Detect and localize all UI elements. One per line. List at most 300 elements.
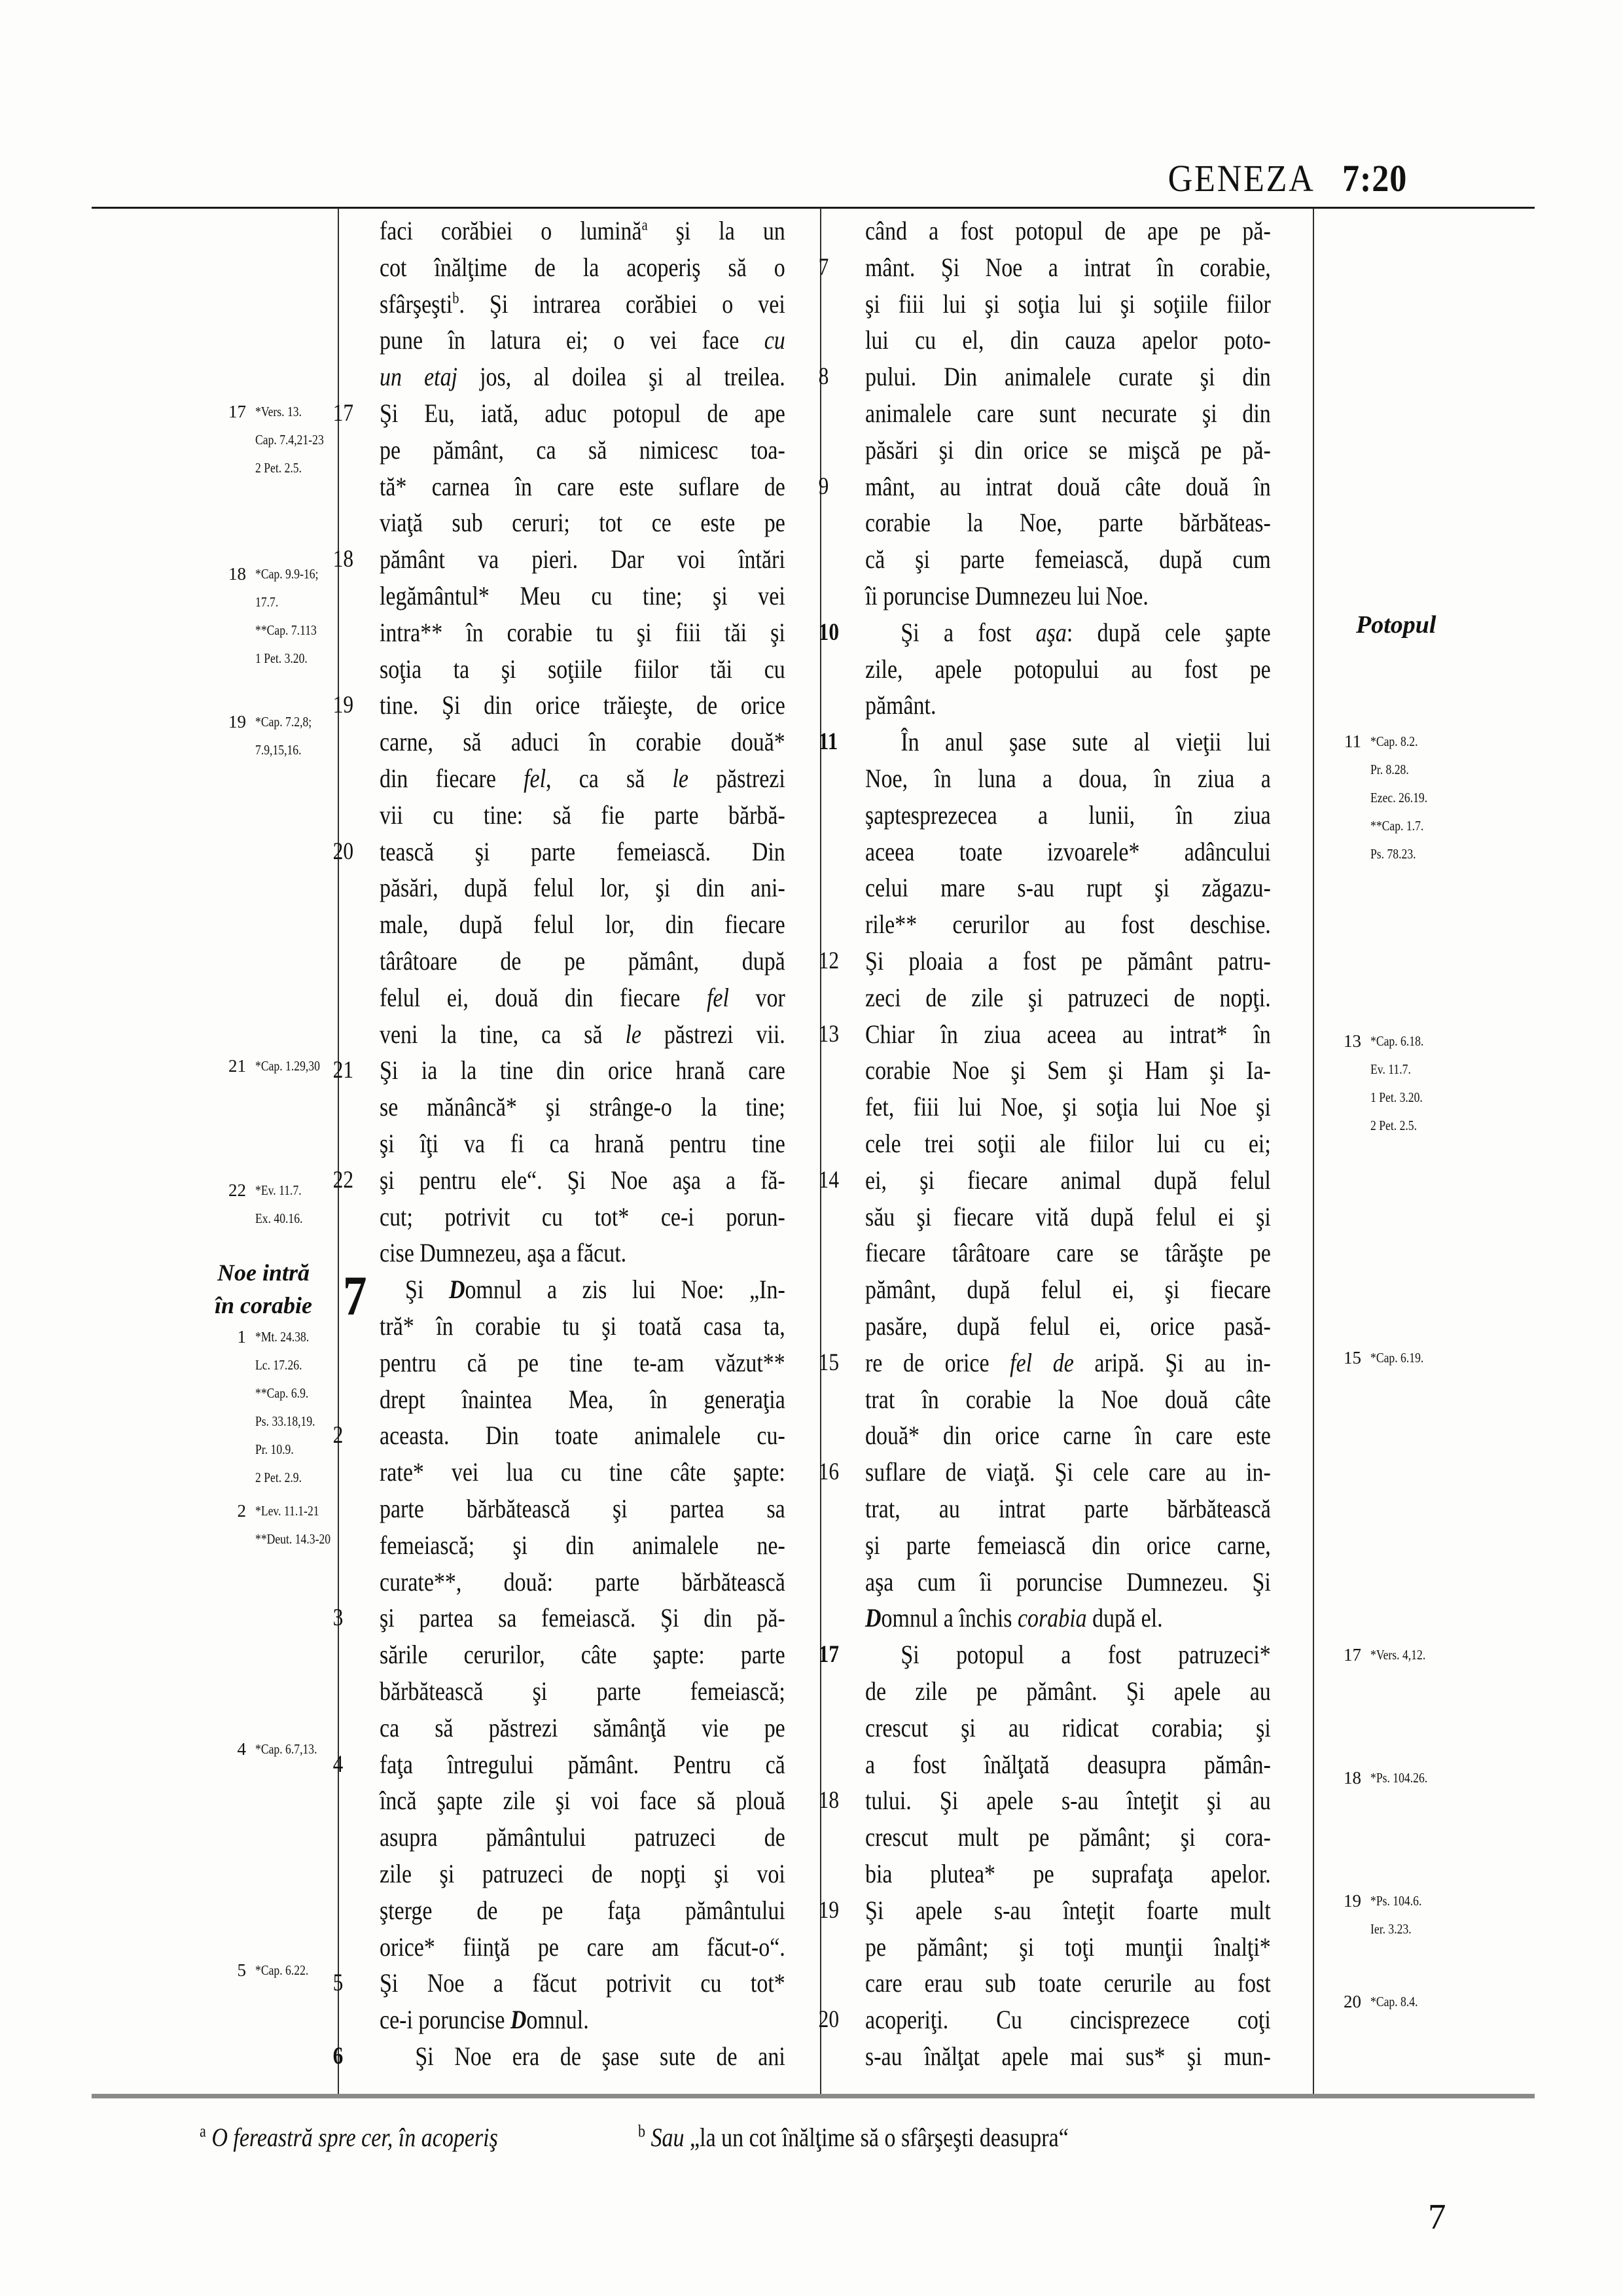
cross-reference-block — [1305, 1988, 1428, 2016]
text-line — [380, 213, 785, 249]
text-line — [818, 1892, 1271, 1929]
margin-references-right — [1305, 0, 1541, 2296]
reference-line: *Cap. 9.9-16; — [255, 566, 319, 582]
verse-text: şi fiii lui şi soţia lui şi soţiile fiilor — [865, 289, 1271, 319]
verse-number: 3 — [332, 1604, 344, 1632]
text-line — [380, 1199, 785, 1235]
text-line — [380, 2002, 785, 2038]
text-line — [380, 1345, 785, 1381]
reference-line: *Cap. 6.18. — [1370, 1033, 1424, 1049]
verse-text: Şi apele s-au înteţit foarte mult — [865, 1895, 1271, 1925]
verse-text: zile, apele potopului au fost pe — [865, 654, 1271, 684]
text-line — [865, 1819, 1271, 1856]
text-line — [865, 1965, 1271, 2002]
verse-text: Şi ia la tine din orice hrană care — [380, 1055, 785, 1086]
verse-text: ce-i poruncise Domnul. — [380, 2005, 589, 2035]
text-line — [865, 1929, 1271, 1966]
section-heading-line: Potopul — [1356, 611, 1436, 639]
verse-text: În anul şase sute al vieţii lui — [901, 727, 1271, 757]
verse-text: vii cu tine: să fie parte bărbă- — [380, 800, 785, 830]
verse-text: zile şi patruzeci de nopţi şi voi — [380, 1859, 785, 1888]
verse-text: cele trei soţii ale fiilor lui cu ei; — [865, 1129, 1271, 1158]
verse-number-marginal: 2 — [237, 1501, 246, 1521]
text-line — [380, 1125, 785, 1162]
reference-line: 1 Pet. 3.20. — [1370, 1089, 1423, 1105]
text-line — [380, 468, 785, 505]
text-line — [865, 286, 1271, 323]
text-line — [332, 834, 785, 870]
verse-text: Şi a fost aşa: după cele şapte — [901, 617, 1271, 647]
footnote-a — [200, 2121, 498, 2154]
text-line — [818, 359, 1271, 395]
text-line — [865, 541, 1271, 578]
section-heading — [1305, 609, 1436, 641]
verse-number: 5 — [332, 1969, 344, 1997]
verse-text: tine. Şi din orice trăieşte, de orice — [380, 690, 785, 720]
cross-reference-block — [1305, 1764, 1440, 1792]
verse-text: s-au înălţat apele mai sus* şi mun- — [865, 2041, 1271, 2071]
verse-text: tească şi parte femeiască. Din — [380, 836, 785, 866]
text-line — [380, 614, 785, 651]
verse-text: sfârşeşti$^b$. Şi intrarea corăbiei o vei — [380, 289, 785, 319]
reference-line: **Cap. 6.9. — [255, 1385, 309, 1401]
footnote-b — [638, 2121, 1069, 2154]
verse-number: 8 — [818, 363, 829, 391]
cross-reference-block — [190, 398, 339, 482]
verse-text: Şi Noe a făcut potrivit cu tot* — [380, 1968, 785, 1998]
footnote-rule — [92, 2094, 1535, 2098]
text-line — [380, 1235, 785, 1271]
verse-number-marginal: 20 — [1344, 1992, 1361, 2011]
verse-text: se mănâncă* şi strânge-o la tine; — [380, 1092, 785, 1122]
section-heading-line: în corabie — [215, 1292, 312, 1318]
text-line — [380, 1819, 785, 1856]
verse-text: pasăre, după felul ei, orice pasă- — [865, 1311, 1271, 1341]
reference-line: 2 Pet. 2.9. — [255, 1470, 302, 1485]
verse-text: legământul* Meu cu tine; şi vei — [380, 581, 785, 610]
verse-number-marginal: 1 — [237, 1327, 246, 1347]
verse-number: 7 — [818, 253, 829, 281]
reference-line: *Cap. 8.4. — [1370, 1994, 1418, 2009]
verse-text: bia plutea* pe suprafaţa apelor. — [865, 1859, 1271, 1888]
verse-text: drept înaintea Mea, în generaţia — [380, 1384, 785, 1414]
verse-text: ei, şi fiecare animal după felul — [865, 1165, 1271, 1195]
text-line — [380, 651, 785, 688]
verse-number-marginal: 17 — [228, 402, 246, 421]
verse-text: păsări, după felul lor, şi din ani- — [380, 873, 785, 903]
verse-text: Noe, în luna a doua, în ziua a — [865, 764, 1271, 793]
text-line — [380, 249, 785, 286]
scripture-column-left — [332, 213, 785, 2077]
text-line — [380, 870, 785, 906]
verse-text: faţa întregului pământ. Pentru că — [380, 1749, 785, 1779]
text-line — [865, 1052, 1271, 1089]
text-line — [865, 1746, 1271, 1783]
reference-line: Ex. 40.16. — [255, 1210, 303, 1226]
text-line — [380, 286, 785, 323]
text-line — [380, 797, 785, 834]
text-line — [332, 541, 785, 578]
book-title: GENEZA — [1168, 157, 1315, 200]
verse-text: pe pământ; şi toţi munţii înalţi* — [865, 1932, 1271, 1962]
text-line — [380, 1710, 785, 1746]
verse-number: 17 — [332, 400, 354, 427]
verse-text: aşa cum îi poruncise Dumnezeu. Şi — [865, 1566, 1271, 1597]
text-line — [380, 760, 785, 797]
verse-text: două* din orice carne în care este — [865, 1421, 1271, 1451]
text-line — [865, 1673, 1271, 1710]
text-line — [332, 1052, 785, 1089]
reference-line: *Cap. 6.22. — [255, 1962, 309, 1978]
verse-number: 20 — [332, 838, 354, 865]
verse-text: tă* carnea în care este suflare de — [380, 471, 785, 501]
text-line — [380, 1929, 785, 1966]
scripture-column-right — [818, 213, 1271, 2077]
verse-text: suflare de viaţă. Şi cele care au in- — [865, 1457, 1271, 1487]
verse-text: rile** cerurilor au fost deschise. — [865, 910, 1271, 940]
reference-line: Ezec. 26.19. — [1370, 790, 1428, 805]
text-line — [380, 504, 785, 541]
text-line — [380, 322, 785, 359]
reference-line: *Mt. 24.38. — [255, 1329, 310, 1345]
reference-line: Ier. 3.23. — [1370, 1921, 1412, 1937]
verse-number: 21 — [332, 1057, 354, 1084]
text-line — [332, 1417, 785, 1454]
verse-number: 16 — [818, 1458, 840, 1486]
verse-number: 17 — [818, 1641, 840, 1669]
verse-text: curate**, două: parte bărbătească — [380, 1566, 785, 1597]
footnote-marker: b — [638, 2121, 646, 2141]
verse-text: mânt. Şi Noe a intrat în corabie, — [865, 252, 1271, 282]
verse-text: parte bărbătească şi partea sa — [380, 1494, 785, 1523]
text-line — [865, 1235, 1271, 1271]
text-line — [865, 1381, 1271, 1418]
text-line — [865, 870, 1271, 906]
text-line — [380, 1016, 785, 1053]
cross-reference-block — [190, 1176, 313, 1233]
reference-line: **Cap. 7.113 — [255, 622, 317, 638]
verse-text: Şi ploaia a fost pe pământ patru- — [865, 946, 1271, 976]
verse-text: carne, să aduci în corabie două* — [380, 727, 785, 757]
text-line — [380, 1491, 785, 1527]
verse-text: intra** în corabie tu şi fiii tăi şi — [380, 617, 785, 647]
verse-text: faci corăbiei o lumină$^a$ şi la un — [380, 216, 785, 245]
verse-number: 13 — [818, 1020, 840, 1048]
text-line — [818, 468, 1271, 505]
verse-number-marginal: 17 — [1344, 1645, 1361, 1665]
text-line — [380, 432, 785, 468]
reference-line: Ps. 78.23. — [1370, 846, 1416, 862]
verse-text: fiecare târâtoare care se târăşte pe — [865, 1238, 1271, 1268]
text-line — [818, 1162, 1271, 1199]
chapter-verse-ref: 7:20 — [1342, 157, 1407, 200]
text-line — [380, 359, 785, 395]
reference-line: *Lev. 11.1-21 — [255, 1503, 319, 1519]
verse-text: ca să păstrezi sămânţă vie pe — [380, 1712, 785, 1742]
text-line — [332, 395, 785, 432]
text-line — [380, 1381, 785, 1418]
text-line — [380, 943, 785, 980]
text-line — [380, 906, 785, 943]
verse-text: său şi fiecare vită după felul ei şi — [865, 1201, 1271, 1231]
text-line — [332, 1746, 785, 1783]
reference-line: *Cap. 6.7,13. — [255, 1741, 317, 1757]
verse-text: tului. Şi apele s-au înteţit şi au — [865, 1786, 1271, 1816]
text-line — [865, 1564, 1271, 1600]
reference-line: *Cap. 7.2,8; — [255, 714, 312, 730]
verse-text: a fost înălţată deasupra pămân- — [865, 1749, 1271, 1779]
cross-reference-block — [190, 708, 324, 764]
text-line — [865, 651, 1271, 688]
text-line — [865, 213, 1271, 249]
text-line — [865, 432, 1271, 468]
verse-text: trat în corabie la Noe două câte — [865, 1384, 1271, 1414]
verse-text: şi pentru ele“. Şi Noe aşa a fă- — [380, 1165, 785, 1195]
text-line — [818, 1454, 1271, 1491]
verse-number: 14 — [818, 1166, 840, 1193]
reference-line: Ps. 33.18,19. — [255, 1413, 315, 1429]
verse-text: pune în latura ei; o vei face cu — [380, 325, 785, 355]
text-line — [380, 1454, 785, 1491]
section-heading — [190, 1256, 337, 1322]
text-line — [865, 1089, 1271, 1125]
verse-text: felul ei, două din fiecare fel vor — [380, 982, 785, 1012]
verse-text: femeiască; şi din animalele ne- — [380, 1530, 785, 1560]
verse-text: un etaj jos, al doilea şi al treilea. — [380, 362, 785, 392]
verse-text: mânt, au intrat două câte două în — [865, 471, 1271, 501]
verse-text: că şi parte femeiască, după cum — [865, 544, 1271, 574]
cross-reference-block — [190, 560, 332, 673]
verse-text: fet, fiii lui Noe, şi soţia lui Noe şi — [865, 1092, 1271, 1122]
reference-line: *Ps. 104.26. — [1370, 1770, 1428, 1786]
verse-text: şi parte femeiască din orice carne, — [865, 1530, 1271, 1560]
text-line — [818, 2002, 1271, 2038]
verse-text: lui cu el, din cauza apelor poto- — [865, 325, 1271, 355]
verse-text: îi poruncise Dumnezeu lui Noe. — [865, 581, 1149, 610]
verse-number: 12 — [818, 947, 840, 974]
text-line — [380, 1308, 785, 1345]
verse-text: pământ, după felul ei, şi fiecare — [865, 1275, 1271, 1305]
reference-line: *Ps. 104.6. — [1370, 1893, 1422, 1909]
verse-number-marginal: 15 — [1344, 1348, 1361, 1368]
cross-reference-block — [1305, 1027, 1435, 1140]
reference-line: Lc. 17.26. — [255, 1357, 302, 1373]
text-line — [380, 1564, 785, 1600]
text-line — [865, 1271, 1271, 1308]
text-line — [380, 980, 785, 1016]
reference-line: Ev. 11.7. — [1370, 1061, 1411, 1077]
reference-line: *Ev. 11.7. — [255, 1182, 302, 1198]
reference-line: *Cap. 1.29,30 — [255, 1058, 320, 1074]
cross-reference-block — [190, 1956, 320, 1985]
verse-number: 20 — [818, 2006, 840, 2034]
verse-text: soţia ta şi soţiile fiilor tăi cu — [380, 654, 785, 684]
text-line — [865, 760, 1271, 797]
verse-text: aceasta. Din toate animalele cu- — [380, 1421, 785, 1451]
reference-line: 2 Pet. 2.5. — [255, 460, 302, 476]
verse-text: târâtoare de pe pământ, după — [380, 946, 785, 976]
verse-text: zeci de zile şi patruzeci de nopţi. — [865, 982, 1271, 1012]
text-line — [818, 943, 1271, 980]
verse-number: 18 — [332, 546, 354, 573]
verse-text: pentru că pe tine te-am văzut** — [380, 1347, 785, 1377]
verse-text: crescut şi au ridicat corabia; şi — [865, 1712, 1271, 1742]
footnote-lead: Sau — [651, 2123, 685, 2152]
reference-line: 17.7. — [255, 594, 279, 610]
verse-text: tră* în corabie tu şi toată casa ta, — [380, 1311, 785, 1341]
verse-text: veni la tine, ca să le păstrezi vii. — [380, 1019, 785, 1049]
verse-text: cut; potrivit cu tot* ce-i porun- — [380, 1201, 785, 1231]
verse-text: pământ va pieri. Dar voi întări — [380, 544, 785, 574]
text-line — [865, 1199, 1271, 1235]
text-line — [865, 395, 1271, 432]
reference-line: Pr. 8.28. — [1370, 762, 1409, 777]
reference-line: 2 Pet. 2.5. — [1370, 1118, 1418, 1133]
verse-text: Domnul a închis corabia după el. — [865, 1603, 1163, 1633]
verse-text: male, după felul lor, din fiecare — [380, 910, 785, 940]
text-line — [380, 1782, 785, 1819]
verse-number-marginal: 11 — [1344, 732, 1361, 751]
text-line — [380, 578, 785, 614]
cross-reference-block — [190, 1052, 334, 1080]
verse-number-marginal: 13 — [1344, 1031, 1361, 1051]
verse-number-marginal: 18 — [228, 564, 246, 584]
text-line — [865, 578, 1271, 614]
chapter-number: 7 — [342, 1264, 367, 1328]
text-line — [380, 1527, 785, 1564]
verse-number: 19 — [332, 692, 354, 719]
text-line — [865, 1417, 1271, 1454]
verse-text: pului. Din animalele curate şi din — [865, 362, 1271, 392]
verse-text: pe pământ, ca să nimicesc toa- — [380, 434, 785, 465]
verse-text: crescut mult pe pământ; şi cora- — [865, 1822, 1271, 1852]
text-line — [818, 614, 1271, 651]
text-line — [865, 1491, 1271, 1527]
verse-text: corabie Noe şi Sem şi Ham şi Ia- — [865, 1055, 1271, 1086]
text-line — [380, 1892, 785, 1929]
cross-reference-block — [190, 1735, 330, 1763]
verse-number: 10 — [818, 618, 840, 646]
text-line — [818, 1016, 1271, 1053]
footnote-text: „la un cot înălţime să o sfârşeşti deasupra“ — [690, 2123, 1069, 2152]
text-line — [865, 322, 1271, 359]
verse-text: şaptesprezecea a lunii, în ziua — [865, 800, 1271, 830]
cross-reference-block — [1305, 728, 1440, 868]
verse-text: re de orice fel de aripă. Şi au in- — [865, 1347, 1271, 1377]
verse-text: pământ. — [865, 690, 936, 720]
verse-number: 2 — [332, 1422, 344, 1449]
cross-reference-block — [1305, 1887, 1433, 1943]
verse-number: 15 — [818, 1349, 840, 1376]
text-line — [818, 249, 1271, 286]
verse-number: 9 — [818, 472, 829, 500]
text-line — [332, 1600, 785, 1636]
verse-text: Chiar în ziua aceea au intrat* în — [865, 1019, 1271, 1049]
verse-number-marginal: 21 — [228, 1056, 246, 1076]
column-rule-left — [338, 208, 339, 2096]
verse-number-marginal: 19 — [228, 712, 246, 732]
text-line — [380, 1673, 785, 1710]
reference-line: *Cap. 8.2. — [1370, 733, 1418, 749]
verse-number-marginal: 19 — [1344, 1891, 1361, 1911]
verse-number: 6 — [332, 2043, 344, 2070]
verse-number: 4 — [332, 1750, 344, 1778]
verse-number: 19 — [818, 1896, 840, 1924]
verse-text: corabie la Noe, parte bărbăteas- — [865, 508, 1271, 538]
verse-text: sările cerurilor, câte şapte: parte — [380, 1640, 785, 1670]
verse-text: viaţă sub ceruri; tot ce este pe — [380, 508, 785, 538]
verse-text: acoperiţi. Cu cincisprezece coţi — [865, 2005, 1271, 2035]
verse-text: de zile pe pământ. Şi apele au — [865, 1676, 1271, 1706]
verse-text: şterge de pe faţa pământului — [380, 1895, 785, 1925]
text-line — [865, 1600, 1271, 1636]
verse-text: Şi Domnul a zis lui Noe: „In- — [405, 1275, 785, 1305]
cross-reference-block — [1305, 1641, 1438, 1669]
reference-line: *Vers. 13. — [255, 404, 302, 419]
verse-text: cot înălţime de la acoperiş să o — [380, 252, 785, 282]
cross-reference-block — [190, 1497, 347, 1553]
text-line — [865, 1856, 1271, 1892]
text-line — [818, 1636, 1271, 1673]
text-line — [332, 687, 785, 724]
reference-line: **Deut. 14.3-20 — [255, 1531, 331, 1547]
verse-number: 22 — [332, 1166, 354, 1193]
verse-text: Şi potopul a fost patruzeci* — [901, 1640, 1271, 1670]
text-line — [380, 1636, 785, 1673]
text-line — [865, 1308, 1271, 1345]
margin-references-left — [190, 0, 337, 2296]
verse-text: când a fost potopul de ape pe pă- — [865, 216, 1271, 245]
verse-text: păsări şi din orice se mişcă pe pă- — [865, 434, 1271, 465]
text-line — [865, 906, 1271, 943]
text-line — [818, 1345, 1271, 1381]
section-heading-line: Noe intră — [217, 1260, 310, 1286]
footnote-text: O fereastră spre cer, în acoperiş — [211, 2123, 498, 2152]
cross-reference-block — [1305, 1344, 1435, 1372]
reference-line: *Cap. 6.19. — [1370, 1350, 1424, 1366]
text-line — [865, 1125, 1271, 1162]
verse-text: asupra pământului patruzeci de — [380, 1822, 785, 1852]
footnote-marker: a — [200, 2121, 206, 2141]
verse-text: cise Dumnezeu, aşa a făcut. — [380, 1238, 627, 1268]
page-number: 7 — [1428, 2197, 1446, 2236]
cross-reference-block — [190, 1323, 329, 1492]
verse-text: trat, au intrat parte bărbătească — [865, 1494, 1271, 1523]
text-line — [818, 724, 1271, 760]
reference-line: 1 Pet. 3.20. — [255, 650, 308, 666]
verse-number-marginal: 4 — [237, 1739, 246, 1759]
verse-number-marginal: 18 — [1344, 1768, 1361, 1788]
verse-text: încă şapte zile şi voi face să plouă — [380, 1786, 785, 1816]
text-line — [865, 504, 1271, 541]
text-line — [332, 1162, 785, 1199]
reference-line: 7.9,15,16. — [255, 742, 302, 758]
verse-text: animalele care sunt necurate şi din — [865, 398, 1271, 428]
verse-text: şi îţi va fi ca hrană pentru tine — [380, 1129, 785, 1158]
verse-number-marginal: 22 — [228, 1180, 246, 1200]
verse-text: Şi Eu, iată, aduc potopul de ape — [380, 398, 785, 428]
text-line — [332, 1965, 785, 2002]
verse-number-marginal: 5 — [237, 1960, 246, 1980]
verse-text: din fiecare fel, ca să le păstrezi — [380, 764, 785, 793]
verse-number: 11 — [818, 728, 838, 756]
verse-number: 18 — [818, 1787, 840, 1814]
verse-text: care erau sub toate cerurile au fost — [865, 1968, 1271, 1998]
verse-text: celui mare s-au rupt şi zăgazu- — [865, 873, 1271, 903]
verse-text: rate* vei lua cu tine câte şapte: — [380, 1457, 785, 1487]
reference-line: Cap. 7.4,21-23 — [255, 432, 324, 448]
text-line — [865, 834, 1271, 870]
